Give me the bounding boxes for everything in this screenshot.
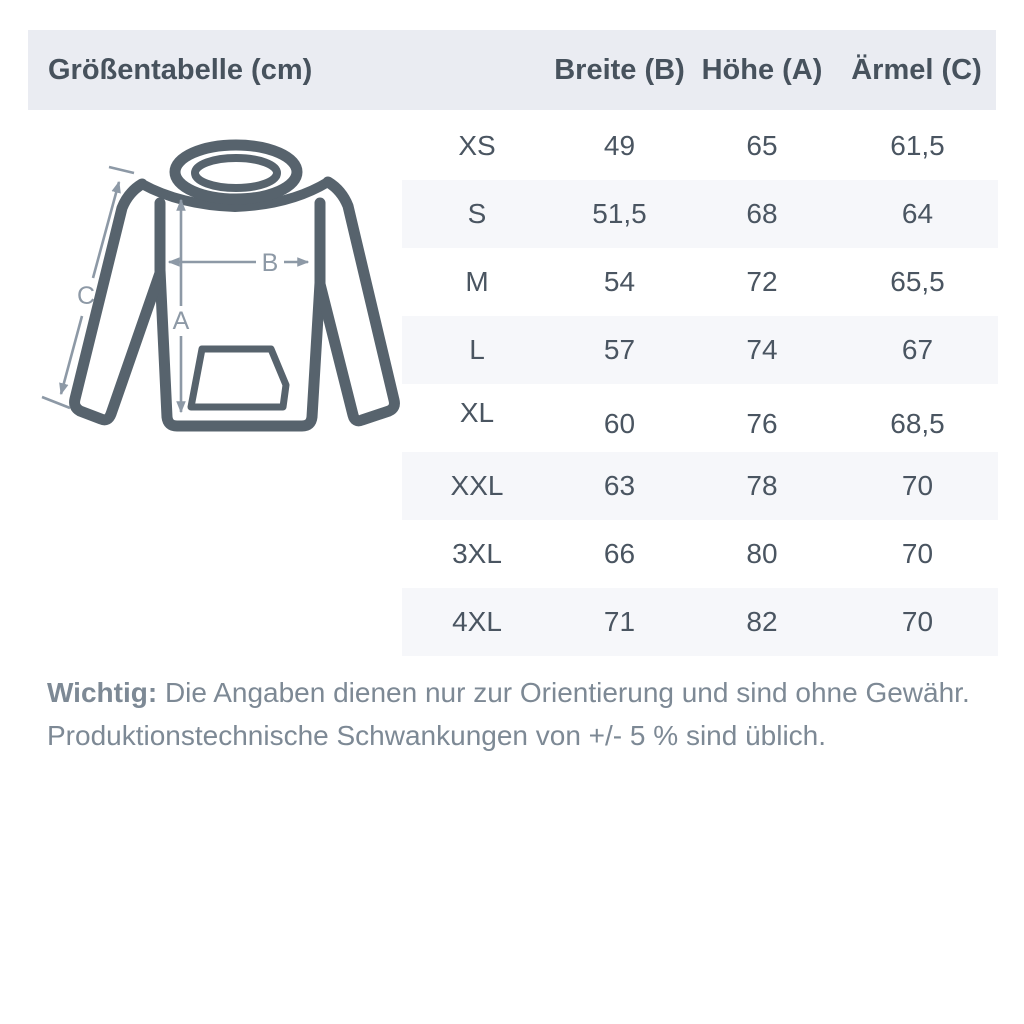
table-row-3xl bbox=[402, 520, 998, 588]
disclaimer-line-1 bbox=[47, 671, 977, 714]
hoehe-cell: 65 bbox=[746, 130, 778, 161]
column-header-breite: Breite (B) bbox=[554, 53, 685, 86]
table-row-m bbox=[402, 248, 998, 316]
hoehe-cell: 76 bbox=[746, 408, 778, 439]
size-cell: XXL bbox=[450, 470, 504, 501]
hoehe-cell: 74 bbox=[746, 334, 778, 365]
column-headers bbox=[402, 30, 996, 110]
breite-cell: 49 bbox=[603, 130, 636, 161]
disclaimer-text-1: Die Angaben dienen nur zur Orientierung und sind ohne Gewähr. bbox=[164, 677, 970, 708]
table-header-band bbox=[28, 30, 996, 110]
size-cell: 3XL bbox=[452, 538, 502, 569]
breite-cell: 71 bbox=[603, 606, 636, 637]
aermel-cell: 70 bbox=[901, 470, 934, 501]
hoehe-cell: 72 bbox=[746, 266, 778, 297]
size-cell: M bbox=[465, 266, 489, 297]
hoehe-cell: 68 bbox=[746, 198, 778, 229]
dimension-label-b: B bbox=[261, 249, 279, 277]
table-row-xxl bbox=[402, 452, 998, 520]
aermel-cell: 70 bbox=[901, 538, 934, 569]
sleeve-arrow-tick bbox=[109, 167, 134, 173]
column-header-aermel: Ärmel (C) bbox=[851, 53, 982, 86]
size-cell: XL bbox=[459, 397, 495, 428]
aermel-cell: 65,5 bbox=[890, 266, 945, 297]
hood-ring bbox=[175, 145, 297, 199]
breite-cell: 54 bbox=[603, 266, 636, 297]
hoehe-cell: 82 bbox=[746, 606, 778, 637]
breite-cell: 66 bbox=[603, 538, 636, 569]
breite-cell: 57 bbox=[603, 334, 636, 365]
column-header-hoehe: Höhe (A) bbox=[701, 53, 823, 86]
dimension-label-c: C bbox=[76, 282, 96, 310]
aermel-cell: 68,5 bbox=[890, 408, 945, 439]
table-row-xs bbox=[402, 112, 998, 180]
page-title: Größentabelle (cm) bbox=[48, 54, 313, 86]
disclaimer-line-2: Produktionstechnische Schwankungen von +/- 5 % sind üblich. bbox=[47, 720, 827, 751]
table-row-s bbox=[402, 180, 998, 248]
size-table bbox=[402, 112, 998, 656]
hoehe-cell: 80 bbox=[746, 538, 778, 569]
aermel-cell: 61,5 bbox=[890, 130, 945, 161]
breite-cell: 60 bbox=[603, 408, 636, 439]
table-row-xl bbox=[402, 384, 998, 452]
aermel-cell: 64 bbox=[901, 198, 934, 229]
dimension-label-a: A bbox=[172, 307, 190, 335]
size-cell: XS bbox=[458, 130, 496, 161]
hoodie-outline bbox=[75, 182, 395, 426]
table-row-l bbox=[402, 316, 998, 384]
hoehe-cell: 78 bbox=[746, 470, 778, 501]
disclaimer-label: Wichtig: bbox=[47, 677, 158, 708]
breite-cell: 51,5 bbox=[592, 198, 647, 229]
sleeve-arrow-tick bbox=[42, 397, 70, 408]
size-cell: 4XL bbox=[452, 606, 502, 637]
size-cell: L bbox=[469, 334, 485, 365]
hoodie-diagram bbox=[30, 118, 430, 458]
aermel-cell: 70 bbox=[901, 606, 934, 637]
aermel-cell: 67 bbox=[901, 334, 934, 365]
disclaimer-note bbox=[47, 671, 977, 757]
table-row-4xl bbox=[402, 588, 998, 656]
size-cell: S bbox=[467, 198, 487, 229]
breite-cell: 63 bbox=[603, 470, 636, 501]
